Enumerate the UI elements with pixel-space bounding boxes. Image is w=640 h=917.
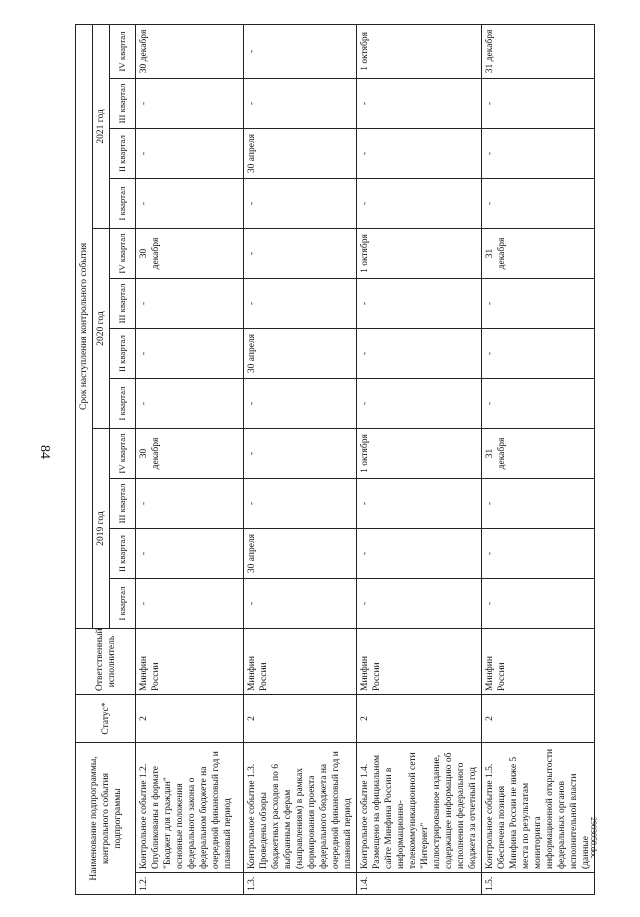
deadline-cell: -	[357, 329, 482, 379]
deadline-cell: -	[482, 129, 595, 179]
row-number: 1.3.	[244, 873, 357, 895]
header-status: Статус*	[76, 695, 136, 743]
deadline-cell: -	[136, 329, 244, 379]
deadline-cell: -	[482, 79, 595, 129]
deadline-cell: -	[357, 279, 482, 329]
header-deadline: Срок наступления контрольного события	[76, 24, 93, 628]
header-quarter: III квартал	[110, 279, 136, 329]
header-quarter: II квартал	[110, 529, 136, 579]
header-quarter: IV квартал	[110, 229, 136, 279]
deadline-cell: -	[482, 329, 595, 379]
header-quarter: I квартал	[110, 579, 136, 629]
row-status: 2	[482, 695, 595, 743]
page-number: 84	[37, 445, 52, 459]
header-quarter: II квартал	[110, 129, 136, 179]
deadline-cell: 1 октября	[357, 429, 482, 479]
deadline-cell: 1 октября	[357, 24, 482, 78]
header-year-2021: 2021 год	[93, 24, 110, 228]
table-row	[244, 24, 357, 894]
table-row	[357, 24, 482, 894]
deadline-cell: -	[357, 79, 482, 129]
row-name: Контрольное событие 1.5. Обеспечена позиция Минфина России не ниже 5 места по результатам мониторинга информационной открытости федеральных органов исполнительной власти (данные	[482, 743, 595, 873]
deadline-cell: -	[244, 379, 357, 429]
deadline-cell: -	[244, 179, 357, 229]
header-responsible: Ответственный исполнитель	[76, 629, 136, 695]
deadline-cell: -	[357, 129, 482, 179]
row-number: 1.4.	[357, 873, 482, 895]
deadline-cell: 30 апреля	[244, 129, 357, 179]
deadline-cell: -	[357, 579, 482, 629]
deadline-cell: -	[136, 579, 244, 629]
deadline-cell: -	[482, 279, 595, 329]
header-quarter: IV квартал	[110, 24, 136, 78]
deadline-cell: 30 декабря	[136, 24, 244, 78]
deadline-cell: -	[357, 529, 482, 579]
deadline-cell: -	[244, 479, 357, 529]
row-number: 1.5.	[482, 873, 595, 895]
header-quarter: I квартал	[110, 179, 136, 229]
deadline-cell: -	[136, 179, 244, 229]
deadline-cell: -	[136, 529, 244, 579]
deadline-cell: 31 декабря	[482, 24, 595, 78]
deadline-cell: 30 декабря	[136, 429, 244, 479]
header-name: Наименование подпрограммы, контрольного события подпрограммы	[76, 743, 136, 895]
deadline-cell: -	[482, 179, 595, 229]
table-row	[136, 24, 244, 894]
deadline-cell: 1 октября	[357, 229, 482, 279]
table-rotated-wrapper	[75, 25, 591, 895]
row-number: 1.2.	[136, 873, 244, 895]
header-year-2020: 2020 год	[93, 229, 110, 429]
deadline-cell: -	[244, 24, 357, 78]
deadline-cell: -	[136, 129, 244, 179]
deadline-cell: 31 декабря	[482, 429, 595, 479]
header-year-2019: 2019 год	[93, 429, 110, 629]
deadline-cell: 31 декабря	[482, 229, 595, 279]
deadline-cell: -	[482, 479, 595, 529]
row-status: 2	[357, 695, 482, 743]
deadline-cell: -	[244, 79, 357, 129]
row-responsible: Минфин России	[136, 629, 244, 695]
deadline-cell: -	[244, 579, 357, 629]
deadline-cell: -	[357, 379, 482, 429]
deadline-cell: -	[482, 579, 595, 629]
deadline-cell: 30 апреля	[244, 329, 357, 379]
deadline-cell: -	[136, 79, 244, 129]
row-name: Контрольное событие 1.3. Проведены обзоры бюджетных расходов по 6 выбранным сферам (направлениям) в рамках формирования проекта федерального бюджета на очередной финансовый год и плановый период	[244, 743, 357, 873]
row-name: Контрольное событие 1.2. Опубликованы в формате "Бюджет для граждан" основные положения федерального закона о федеральном бюджете на очередной финансовый год и плановый период	[136, 743, 244, 873]
deadline-cell: -	[136, 379, 244, 429]
header-quarter: III квартал	[110, 79, 136, 129]
deadline-cell: -	[482, 529, 595, 579]
deadline-cell: -	[136, 279, 244, 329]
row-responsible: Минфин России	[244, 629, 357, 695]
control-events-table	[75, 24, 595, 895]
deadline-cell: -	[244, 229, 357, 279]
deadline-cell: -	[482, 379, 595, 429]
deadline-cell: -	[357, 479, 482, 529]
table-row	[482, 24, 595, 894]
deadline-cell: -	[357, 179, 482, 229]
deadline-cell: 30 апреля	[244, 529, 357, 579]
header-quarter: II квартал	[110, 329, 136, 379]
header-quarter: I квартал	[110, 379, 136, 429]
deadline-cell: -	[244, 429, 357, 479]
deadline-cell: -	[136, 479, 244, 529]
header-quarter: IV квартал	[110, 429, 136, 479]
row-responsible: Минфин России	[482, 629, 595, 695]
deadline-cell: -	[244, 279, 357, 329]
footer-doc-id: 2903058.doc	[589, 817, 598, 859]
row-status: 2	[244, 695, 357, 743]
header-quarter: III квартал	[110, 479, 136, 529]
deadline-cell: 30 декабря	[136, 229, 244, 279]
row-responsible: Минфин России	[357, 629, 482, 695]
row-status: 2	[136, 695, 244, 743]
row-name: Контрольное событие 1.4. Размещено на официальном сайте Минфина России в информационно-телекоммуникационной сети "Интернет" иллюстрированное издание, содержащее информацию об исполнении федерального бюджета за отчетный год	[357, 743, 482, 873]
